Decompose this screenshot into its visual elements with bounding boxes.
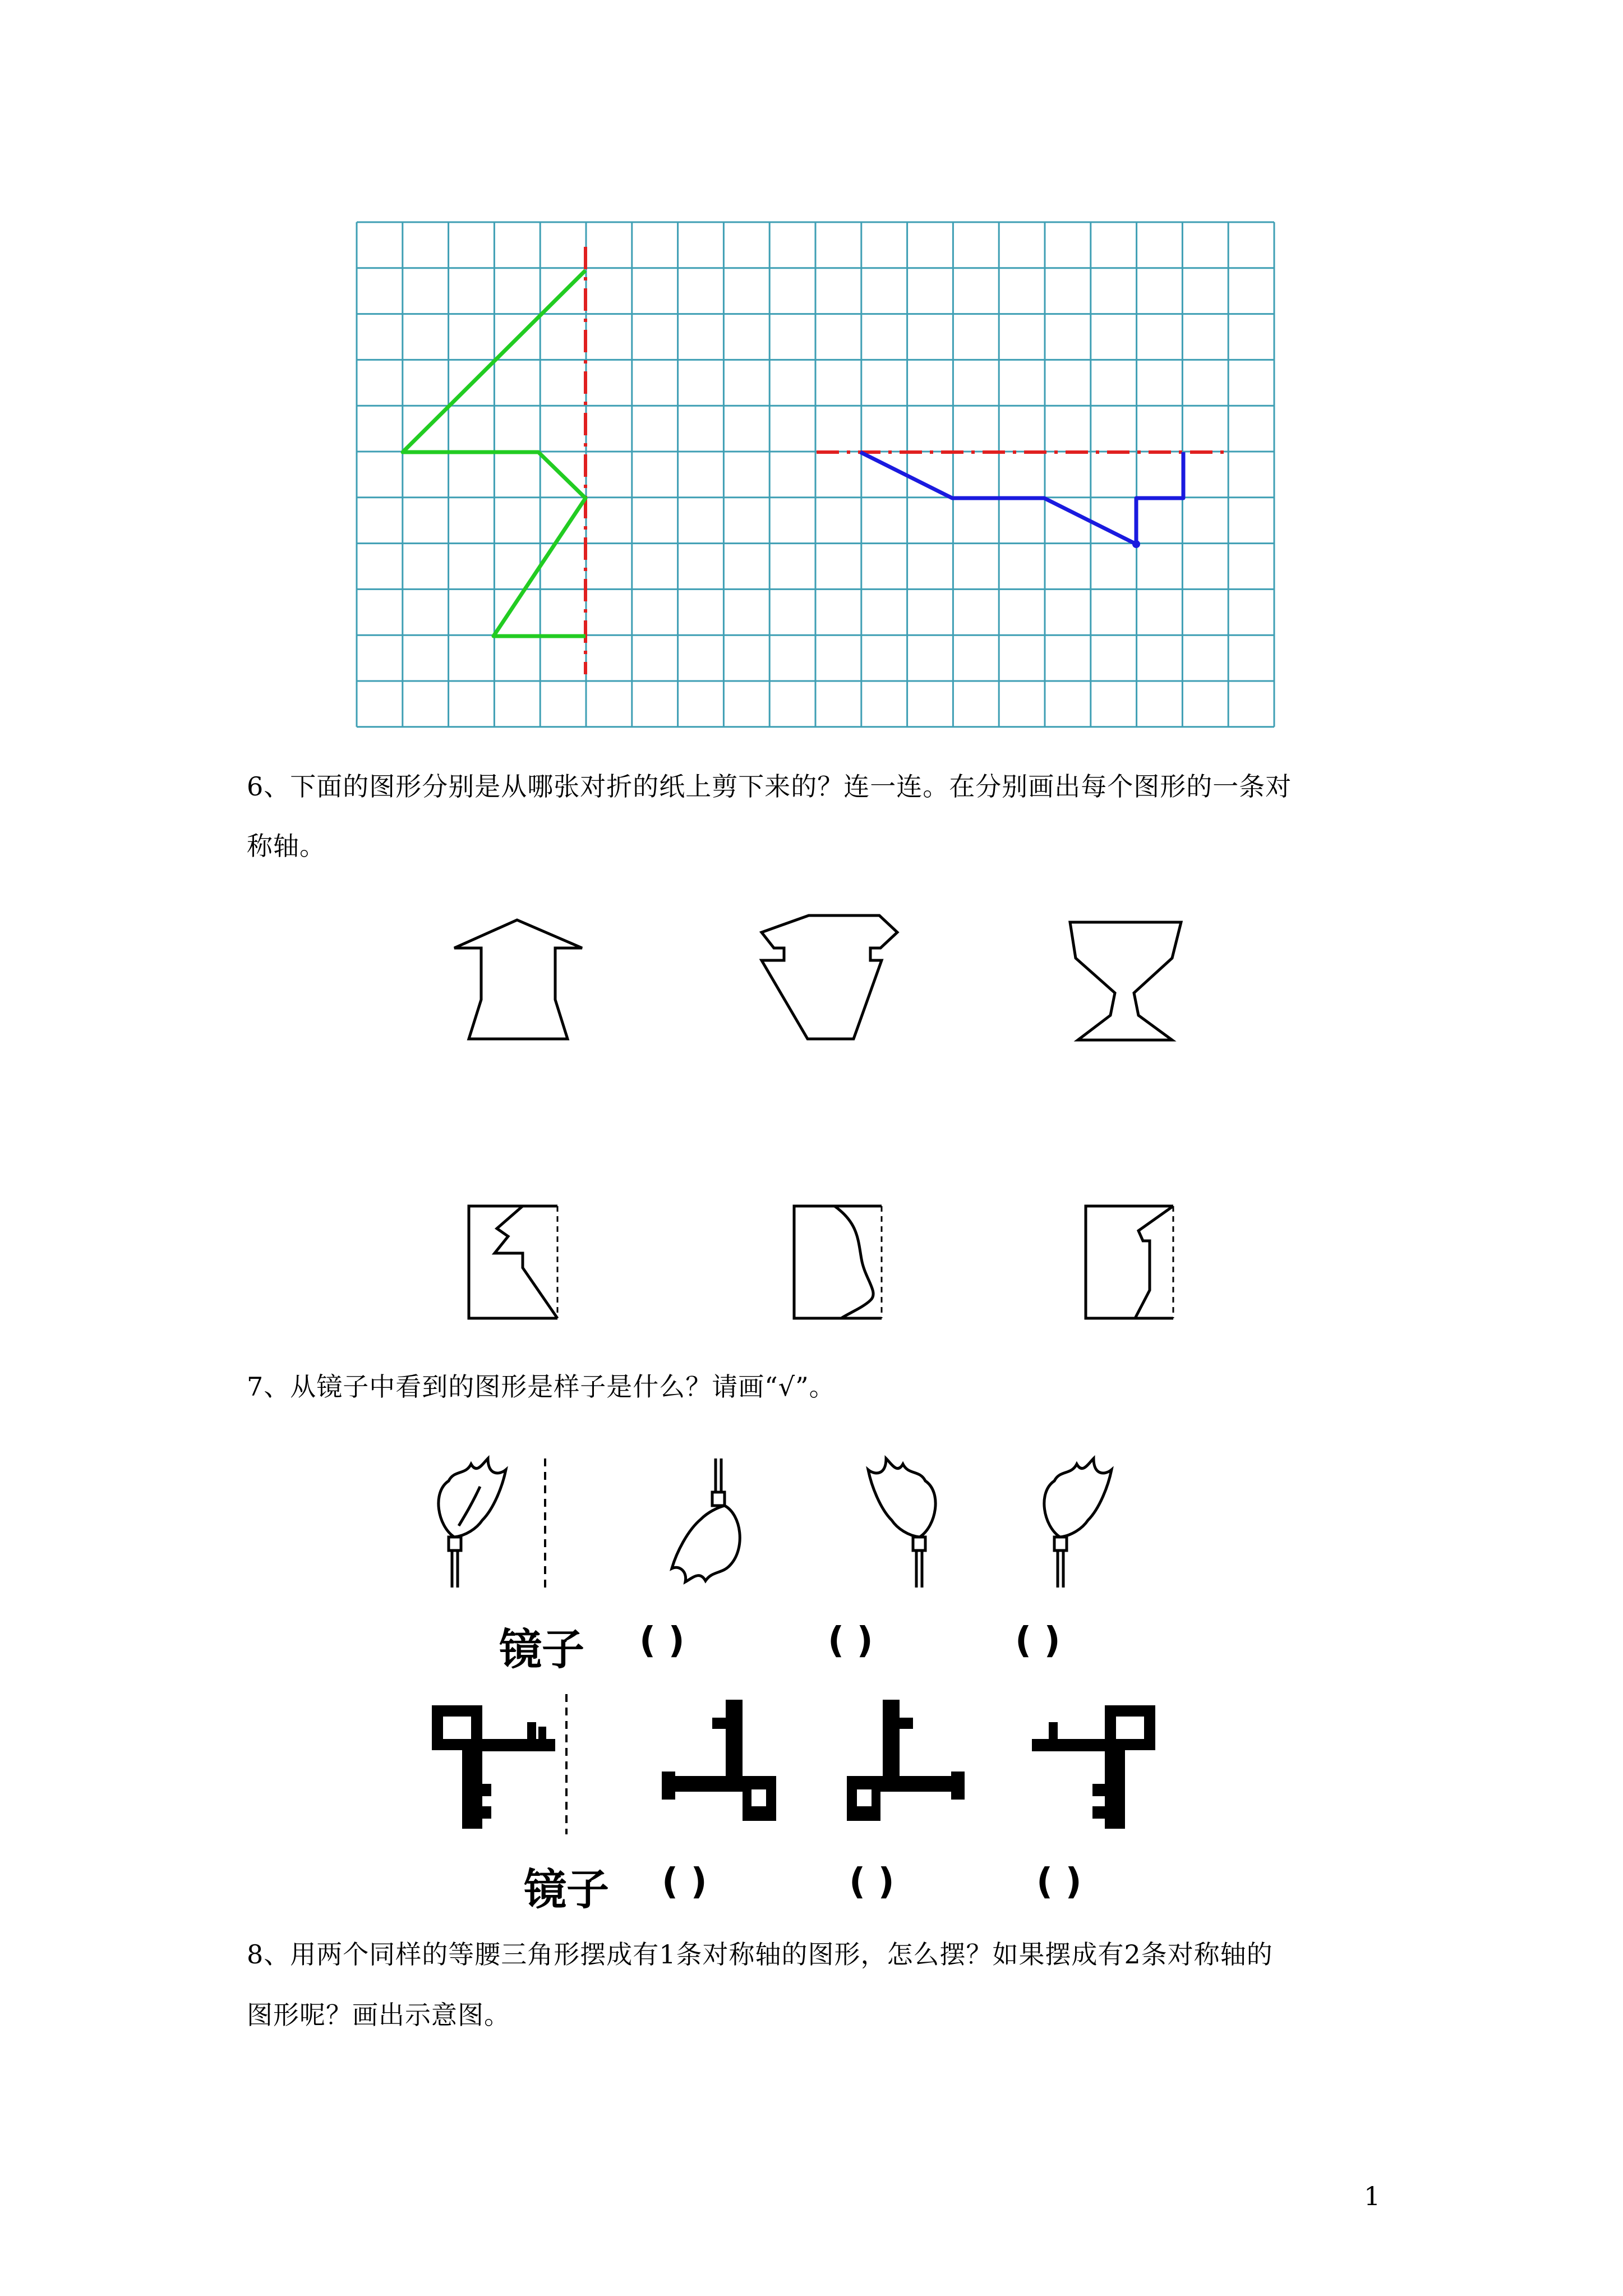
goblet-shape (1070, 922, 1181, 1040)
q8-text-line2: 图形呢？画出示意图。 (247, 2000, 510, 2030)
torch-option-3 (1044, 1458, 1112, 1588)
blue-figure-vertex (1132, 540, 1140, 548)
answer-slot-2a[interactable]: ( ) (662, 1861, 707, 1903)
arrow-shape (454, 920, 582, 1039)
q7-text: 7、从镜子中看到的图形是样子是什么？请画“√”。 (247, 1372, 836, 1402)
answer-slot-2b[interactable]: ( ) (849, 1861, 895, 1903)
key-option-3 (1032, 1705, 1155, 1829)
torch-original (439, 1458, 506, 1588)
q7-torch-row (0, 1447, 1623, 1604)
answer-slot-2c[interactable]: ( ) (1036, 1861, 1082, 1903)
symmetry-grid-figure (0, 0, 1623, 740)
folded-paper-2 (794, 1206, 882, 1318)
mirror-label-1: 镜子 (499, 1625, 584, 1674)
q8-text-line1: 8、用两个同样的等腰三角形摆成有1条对称轴的图形，怎么摆？如果摆成有2条对称轴的 (247, 1939, 1273, 1970)
mirror-label-2: 镜子 (524, 1865, 609, 1915)
torch-option-1 (672, 1458, 740, 1582)
folded-paper-3 (1086, 1206, 1173, 1318)
page-number: 1 (1364, 2181, 1381, 2211)
key-option-2 (847, 1700, 965, 1821)
key-option-1 (662, 1700, 776, 1821)
q6-text-line1: 6、下面的图形分别是从哪张对折的纸上剪下来的？连一连。在分别画出每个图形的一条对 (247, 771, 1292, 802)
q7-key-row (0, 1688, 1623, 1851)
torch-option-2 (868, 1458, 935, 1588)
vase-shape (762, 915, 897, 1039)
grid-lines (357, 222, 1274, 727)
folded-paper-1 (469, 1206, 557, 1318)
answer-slot-1c[interactable]: ( ) (1015, 1620, 1061, 1662)
answer-slot-1a[interactable]: ( ) (639, 1620, 685, 1662)
key-original (432, 1705, 555, 1829)
answer-slot-1b[interactable]: ( ) (828, 1620, 873, 1662)
q6-text-line2: 称轴。 (247, 831, 326, 861)
q6-cut-shapes (0, 898, 1623, 1335)
